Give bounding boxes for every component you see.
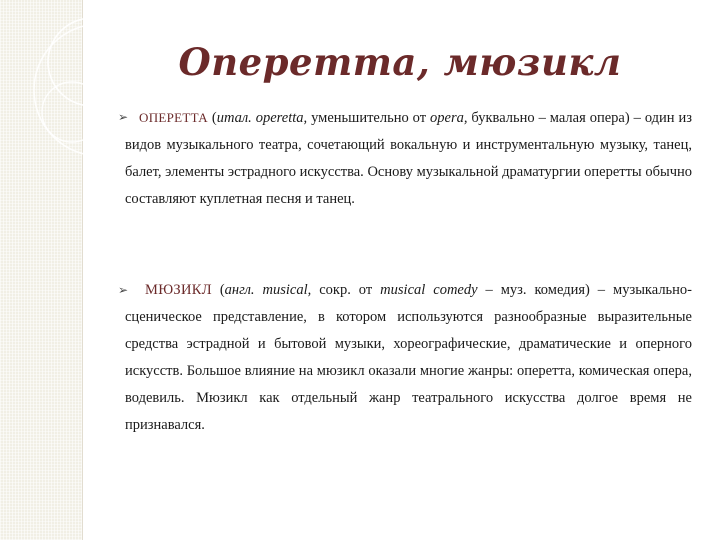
operetta-text-3: буквально – малая опера) – один из видов музыкального театра, сочетающий вокальную и инструментальную музыку, танец, балет, элементы эстрадного искусства. Основу музыкальной драматургии оперетты обычно составляют куплетная песня и танец. bbox=[125, 110, 692, 207]
operetta-term: ОПЕРЕТТА bbox=[139, 110, 208, 125]
slide-title: Оперетта, мюзикл bbox=[178, 40, 622, 84]
musical-text-3: – муз. комедия) – музыкально-сценическое представление, в котором используются разнообразные выразительные средства эстрадной и бытовой музыки, хореографические, драматические и оперного искусств. Большое влияние на мюзикл оказали многие жанры: оперетта, комическая опера, водевиль. Мюзикл как отдельный жанр театрального искусства долгое время не признавался. bbox=[125, 282, 693, 433]
bullet-arrow-icon: ➢ bbox=[118, 110, 129, 124]
operetta-text-2: уменьшительно от bbox=[307, 110, 431, 126]
operetta-root-word: opera, bbox=[430, 110, 468, 126]
operetta-paragraph bbox=[125, 104, 692, 213]
bullet-arrow-icon: ➢ bbox=[118, 283, 129, 297]
musical-text-2: сокр. от bbox=[311, 282, 381, 298]
musical-origin: англ. musical, bbox=[224, 282, 312, 298]
musical-text-1: ( bbox=[211, 282, 225, 298]
musical-term: МЮЗИКЛ bbox=[145, 282, 212, 298]
musical-root-phrase: musical comedy bbox=[380, 282, 478, 298]
musical-paragraph bbox=[125, 277, 692, 439]
operetta-text-1: ( bbox=[207, 110, 217, 126]
operetta-origin: итал. operetta, bbox=[216, 110, 308, 126]
